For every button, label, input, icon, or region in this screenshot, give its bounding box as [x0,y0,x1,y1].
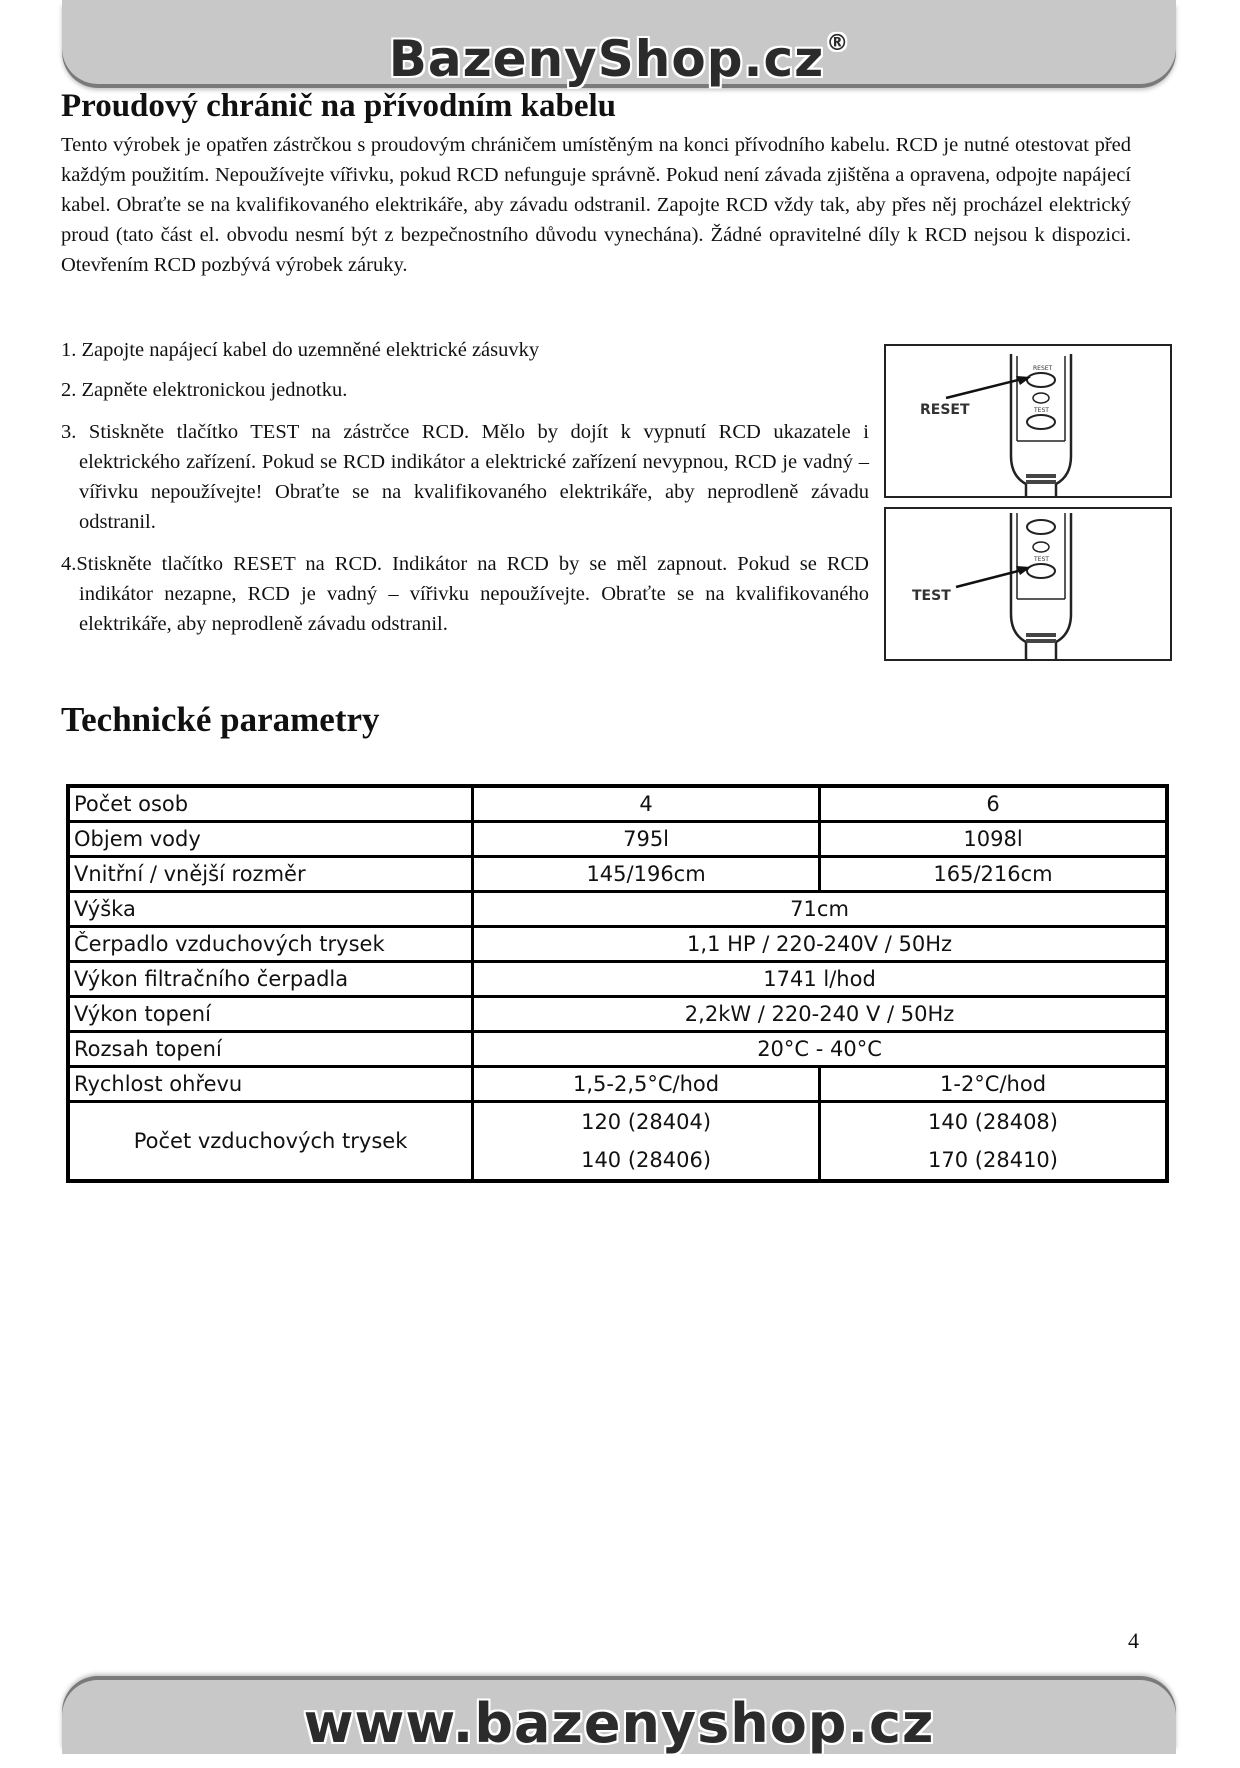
table-row [68,786,1167,822]
svg-text:TEST: TEST [912,588,951,604]
table-row [68,857,1167,892]
jet-count-line: 170 (28410) [928,1148,1058,1172]
jet-count-line: 140 (28406) [581,1148,712,1172]
param-value-4: 795l [473,822,820,857]
section-title-rcd: Proudový chránič na přívodním kabelu [61,88,616,124]
param-label: Výkon filtračního čerpadla [68,962,473,997]
brand-name: BazenyShop.cz [388,30,825,88]
svg-text:RESET: RESET [920,402,970,418]
footer-url[interactable]: www.bazenyshop.cz [303,1692,935,1755]
param-label: Výkon topení [68,997,473,1032]
param-value-6: 1-2°C/hod [820,1067,1167,1102]
param-value-6: 165/216cm [820,857,1167,892]
page-number: 4 [1128,1628,1139,1653]
rcd-plug-reset-illustration [886,346,1170,496]
section-title-specs: Technické parametry [61,700,380,739]
table-row [68,1102,1167,1182]
step-item: 1. Zapojte napájecí kabel do uzemněné elektrické zásuvky [61,339,540,361]
technical-parameters-table [66,784,1169,1183]
footer-banner [62,1680,1176,1754]
table-row [68,1032,1167,1067]
rcd-steps-list [61,335,869,651]
jet-count-line: 120 (28404) [581,1110,712,1134]
registered-mark: ® [826,31,850,56]
param-value-shared: 71cm [473,892,1167,927]
param-label: Rychlost ohřevu [68,1067,473,1102]
step-item: 2. Zapněte elektronickou jednotku. [61,379,348,401]
param-value-4: 145/196cm [473,857,820,892]
param-label: Počet osob [68,786,473,822]
param-value-4: 4 [473,786,820,822]
param-label: Počet vzduchových trysek [68,1102,473,1182]
param-label: Čerpadlo vzduchových trysek [68,927,473,962]
param-value-4: 1,5-2,5°C/hod [473,1067,820,1102]
table-row [68,892,1167,927]
param-label: Výška [68,892,473,927]
rcd-reset-figure [884,344,1172,498]
table-row [68,997,1167,1032]
table-row [68,962,1167,997]
table-row [68,927,1167,962]
param-label: Vnitřní / vnější rozměr [68,857,473,892]
step-item: 4.Stiskněte tlačítko RESET na RCD. Indikátor na RCD by se měl zapnout. Pokud se RCD indikátor nezapne, RCD je vadný – vířivku nepoužívejte. Obraťte se na kvalifikovaného elektrikáře, aby neprodleně závadu odstranil. [61,553,869,635]
param-value-4 [473,1102,820,1182]
header-banner [62,0,1176,88]
param-value-shared: 2,2kW / 220-240 V / 50Hz [473,997,1167,1032]
step-item: 3. Stiskněte tlačítko TEST na zástrčce RCD. Mělo by dojít k vypnutí RCD ukazatele i elektrického zařízení. Pokud se RCD indikátor a elektrické zařízení nevypnou, RCD je vadný – vířivku nepoužívejte! Obraťte se na kvalifikovaného elektrikáře, aby neprodleně závadu odstranil. [61,421,869,533]
table-row [68,822,1167,857]
svg-text:TEST: TEST [1034,407,1049,414]
brand-logo [389,30,850,88]
svg-text:TEST: TEST [1034,556,1049,563]
rcd-intro-paragraph: Tento výrobek je opatřen zástrčkou s proudovým chráničem umístěným na konci přívodního kabelu. RCD je nutné otestovat před každým použitím. Nepoužívejte vířivku, pokud RCD nefunguje správně. Pokud není závada zjištěna a opravena, odpojte napájecí kabel. Obraťte se na kvalifikovaného elektrikáře, aby závadu odstranil. Zapojte RCD vždy tak, aby přes něj procházel elektrický proud (tato část el. obvodu nesmí být z bezpečnostního důvodu vynechána). Žádné opravitelné díly k RCD nejsou k dispozici. Otevřením RCD pozbývá výrobek záruky. [61,134,1131,276]
param-value-6: 6 [820,786,1167,822]
param-value-shared: 1,1 HP / 220-240V / 50Hz [473,927,1167,962]
param-label: Objem vody [68,822,473,857]
param-value-6: 1098l [820,822,1167,857]
rcd-plug-test-illustration [886,509,1170,659]
table-row [68,1067,1167,1102]
param-value-6 [820,1102,1167,1182]
jet-count-line: 140 (28408) [928,1110,1058,1134]
svg-text:RESET: RESET [1033,365,1053,372]
param-value-shared: 20°C - 40°C [473,1032,1167,1067]
param-value-shared: 1741 l/hod [473,962,1167,997]
param-label: Rozsah topení [68,1032,473,1067]
rcd-test-figure [884,507,1172,661]
